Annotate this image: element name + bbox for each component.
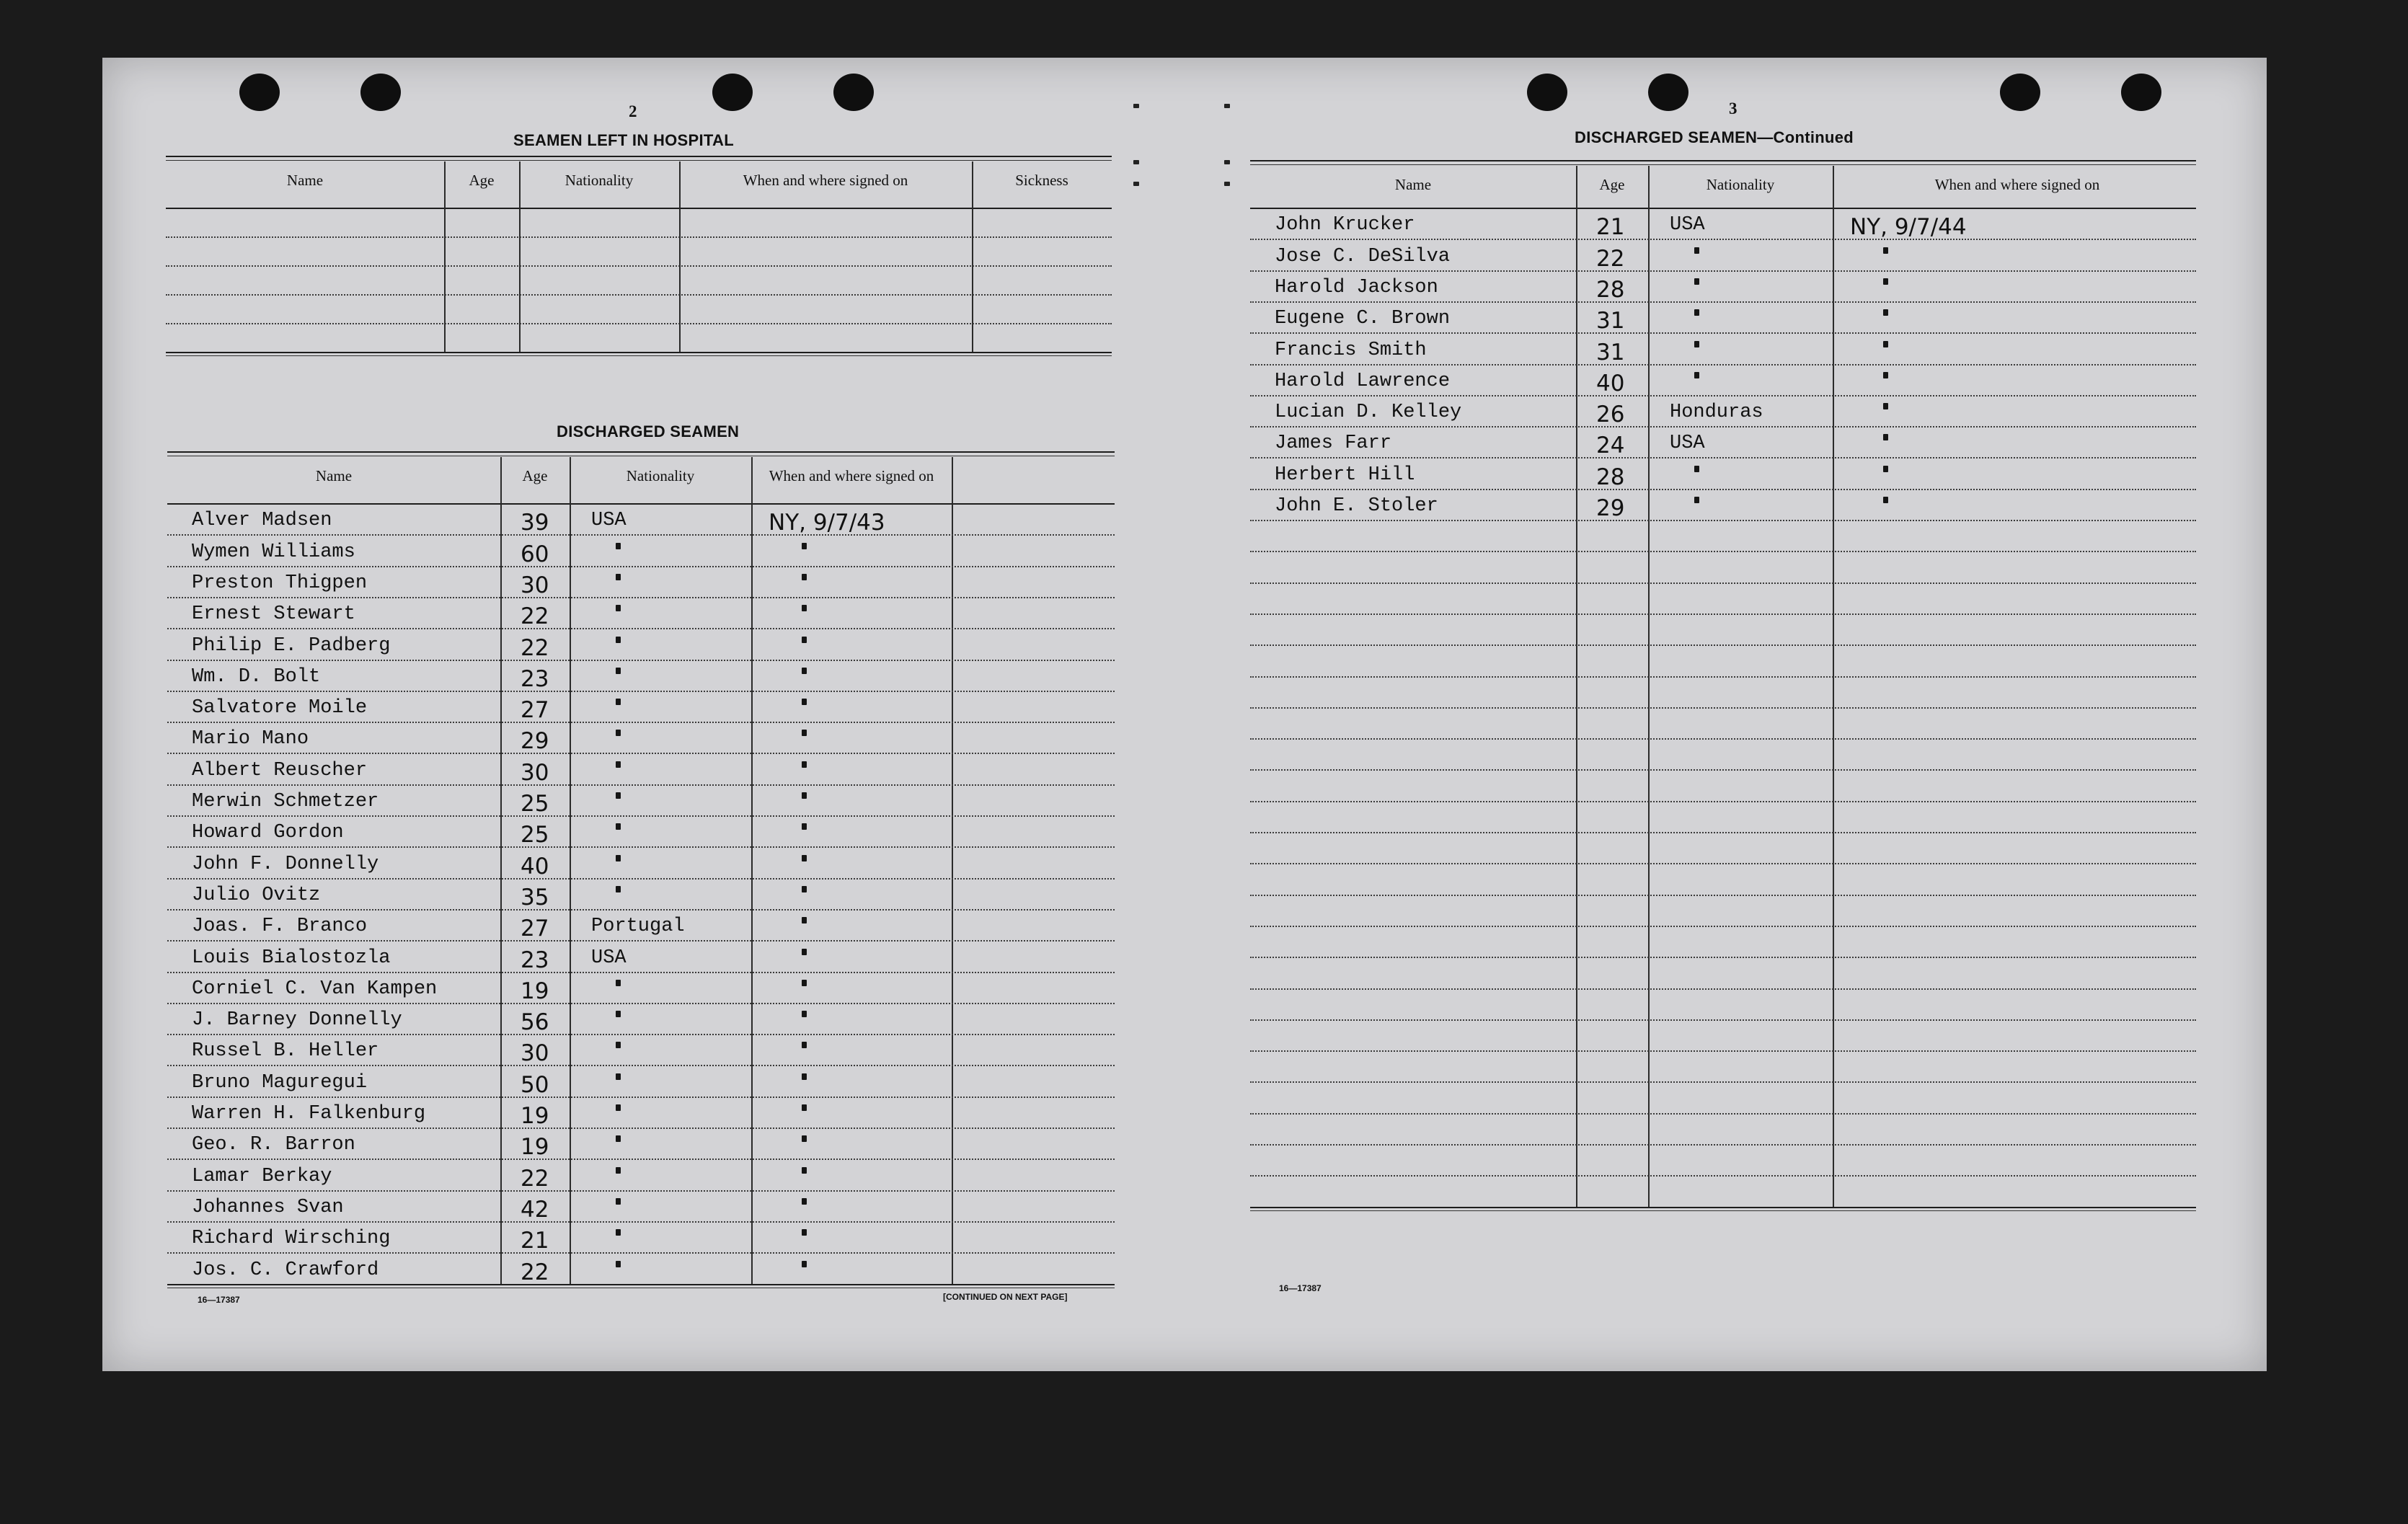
seaman-name: Russel B. Heller (192, 1040, 379, 1063)
row-rule (1250, 395, 2196, 396)
seaman-name: Johannes Svan (192, 1196, 344, 1218)
ditto-mark (1694, 278, 1704, 288)
seaman-name: Warren H. Falkenburg (192, 1103, 426, 1125)
row-rule (1250, 457, 2196, 458)
seaman-age: 26 (1596, 402, 1625, 428)
seaman-name: Corniel C. Van Kampen (192, 978, 438, 1000)
column-header: When and where signed on (743, 172, 908, 189)
ditto-mark (1694, 341, 1704, 351)
seaman-age: 27 (521, 916, 549, 942)
hospital-section-title: SEAMEN LEFT IN HOSPITAL (513, 131, 734, 149)
seaman-name: Joas. F. Branco (192, 916, 368, 938)
column-header: Nationality (1706, 176, 1775, 193)
ditto-tick (1883, 341, 1888, 347)
column-header: Sickness (1015, 172, 1068, 189)
column-header: Nationality (565, 172, 634, 189)
ditto-tick (1883, 434, 1888, 440)
row-rule (1250, 301, 2196, 303)
seaman-name: Herbert Hill (1275, 464, 1415, 486)
seaman-age: 22 (521, 1165, 549, 1192)
ditto-mark (1883, 466, 1893, 476)
seaman-name: Mario Mano (192, 728, 309, 750)
ditto-mark (1883, 497, 1893, 507)
seaman-age: 31 (1596, 339, 1625, 366)
seaman-age: 31 (1596, 308, 1625, 335)
seaman-name: Ernest Stewart (192, 603, 355, 626)
seaman-age: 21 (521, 1228, 549, 1254)
continued-note: [CONTINUED ON NEXT PAGE] (943, 1292, 1068, 1302)
seaman-age: 22 (521, 1259, 549, 1285)
title-main: DISCHARGED SEAMEN (1575, 128, 1758, 146)
seaman-name: Jos. C. Crawford (192, 1259, 379, 1281)
table-top-rule (1250, 160, 2196, 161)
row-rule (1250, 1175, 2196, 1177)
seaman-name: Preston Thigpen (192, 572, 368, 594)
seaman-age: 28 (1596, 464, 1625, 490)
seaman-age: 22 (521, 634, 549, 661)
seaman-age: 39 (521, 510, 549, 536)
column-header: When and where signed on (769, 467, 934, 484)
seaman-nationality: USA (1670, 433, 1705, 455)
ditto-mark (1883, 403, 1893, 413)
seaman-age: 42 (521, 1196, 549, 1223)
row-rule (1250, 1081, 2196, 1083)
page-number: 2 (629, 102, 637, 120)
seaman-age: 21 (1596, 214, 1625, 241)
row-rule (1250, 1019, 2196, 1021)
seaman-age: 30 (521, 759, 549, 786)
seaman-age: 23 (521, 665, 549, 692)
ditto-tick (1883, 403, 1888, 409)
ditto-mark (1694, 247, 1704, 257)
row-rule (1250, 832, 2196, 833)
seaman-name: Bruno Maguregui (192, 1071, 368, 1094)
row-rule (1250, 738, 2196, 740)
ditto-tick (1694, 247, 1699, 254)
row-rule (1250, 863, 2196, 864)
ditto-mark (1694, 309, 1704, 319)
table-bottom-rule (1250, 1207, 2196, 1208)
seaman-name: J. Barney Donnelly (192, 1009, 402, 1032)
seaman-name: John Krucker (1275, 214, 1415, 236)
seaman-nationality: USA (591, 510, 627, 532)
ditto-tick (1694, 278, 1699, 285)
seaman-age: 29 (521, 728, 549, 755)
seaman-age: 28 (1596, 276, 1625, 303)
row-rule (1250, 1144, 2196, 1146)
ditto-tick (1694, 309, 1699, 316)
document-sheet (102, 58, 2267, 1371)
ditto-tick (1883, 247, 1888, 254)
page-number: 3 (1729, 99, 1738, 118)
seaman-name: Jose C. DeSilva (1275, 245, 1451, 267)
seaman-age: 19 (521, 1134, 549, 1161)
ditto-mark (1883, 278, 1893, 288)
seaman-age: 23 (521, 947, 549, 973)
row-rule (1250, 520, 2196, 521)
column-header: Name (1394, 176, 1432, 193)
seaman-name: Salvatore Moile (192, 697, 368, 719)
ditto-mark (1883, 309, 1893, 319)
column-header: Name (315, 467, 353, 484)
ditto-tick (1694, 466, 1699, 472)
seaman-age: 19 (521, 978, 549, 1004)
row-rule (1250, 582, 2196, 584)
seaman-name: Wymen Williams (192, 541, 355, 563)
seaman-name: Richard Wirsching (192, 1228, 391, 1250)
seaman-name: Francis Smith (1275, 339, 1427, 361)
seaman-name: Albert Reuscher (192, 759, 368, 781)
row-rule (1250, 769, 2196, 771)
seaman-name: Harold Jackson (1275, 276, 1438, 298)
seaman-name: Lucian D. Kelley (1275, 402, 1462, 424)
seaman-name: Harold Lawrence (1275, 370, 1451, 392)
row-rule (1250, 895, 2196, 896)
table-top-rule (1250, 164, 2196, 165)
seaman-nationality: USA (1670, 214, 1705, 236)
seaman-name: Julio Ovitz (192, 884, 321, 906)
seaman-name: John F. Donnelly (192, 853, 379, 875)
discharged-continued-title (1575, 128, 1854, 147)
seaman-age: 25 (521, 791, 549, 817)
row-rule (1250, 1113, 2196, 1115)
seaman-name: James Farr (1275, 433, 1392, 455)
ditto-mark (1694, 497, 1704, 507)
ditto-tick (1694, 341, 1699, 347)
signed-on: NY, 9/7/43 (769, 510, 885, 536)
row-rule (1250, 707, 2196, 709)
ditto-tick (1883, 278, 1888, 285)
column-header: Age (522, 467, 548, 484)
seaman-nationality: Portugal (591, 916, 685, 938)
seaman-age: 60 (521, 541, 549, 567)
column-header: Name (286, 172, 324, 189)
seaman-age: 29 (1596, 495, 1625, 521)
seaman-name: Howard Gordon (192, 822, 344, 844)
header-rule (1250, 208, 2196, 209)
seaman-name: Louis Bialostozla (192, 947, 391, 969)
row-rule (1250, 988, 2196, 990)
ditto-tick (1883, 466, 1888, 472)
column-header: When and where signed on (1934, 176, 2100, 193)
row-rule (1250, 957, 2196, 958)
seaman-age: 40 (1596, 370, 1625, 396)
seaman-age: 40 (521, 853, 549, 880)
row-rule (1250, 489, 2196, 490)
row-rule (1250, 801, 2196, 802)
ditto-mark (1883, 341, 1893, 351)
seaman-age: 35 (521, 884, 549, 911)
seaman-nationality: Honduras (1670, 402, 1763, 424)
row-rule (1250, 1050, 2196, 1052)
seaman-age: 25 (521, 822, 549, 849)
table-bottom-rule (1250, 1210, 2196, 1211)
ditto-mark (1694, 466, 1704, 476)
column-header: Age (1599, 176, 1625, 193)
seaman-age: 24 (1596, 433, 1625, 459)
seaman-age: 19 (521, 1103, 549, 1129)
column-header: Nationality (626, 467, 695, 484)
ditto-tick (1883, 497, 1888, 503)
ditto-tick (1694, 372, 1699, 378)
form-number: 16—17387 (198, 1295, 240, 1305)
seaman-age: 27 (521, 697, 549, 724)
seaman-name: Merwin Schmetzer (192, 791, 379, 812)
seaman-nationality: USA (591, 947, 627, 969)
column-header: Age (469, 172, 495, 189)
form-number: 16—17387 (1279, 1283, 1322, 1293)
row-rule (1250, 613, 2196, 615)
row-rule (1250, 926, 2196, 927)
title-suffix: —Continued (1757, 128, 1854, 146)
seaman-age: 30 (521, 1040, 549, 1067)
ditto-mark (1883, 372, 1893, 382)
row-rule (1250, 426, 2196, 427)
seaman-name: Alver Madsen (192, 510, 332, 532)
seaman-name: Wm. D. Bolt (192, 665, 321, 688)
discharged-section-title: DISCHARGED SEAMEN (557, 422, 740, 440)
ditto-mark (1883, 247, 1893, 257)
seaman-age: 50 (521, 1071, 549, 1098)
seaman-name: Philip E. Padberg (192, 634, 391, 657)
row-rule (1250, 676, 2196, 678)
ditto-tick (1694, 497, 1699, 503)
row-rule (1250, 332, 2196, 334)
right-page (102, 58, 2267, 1371)
seaman-name: John E. Stoler (1275, 495, 1438, 517)
ditto-mark (1694, 372, 1704, 382)
seaman-age: 30 (521, 572, 549, 598)
row-rule (1250, 239, 2196, 240)
row-rule (1250, 270, 2196, 272)
row-rule (1250, 364, 2196, 366)
ditto-tick (1883, 309, 1888, 316)
seaman-name: Lamar Berkay (192, 1165, 332, 1187)
seaman-age: 22 (521, 603, 549, 630)
seaman-name: Eugene C. Brown (1275, 308, 1451, 330)
seaman-age: 22 (1596, 245, 1625, 272)
seaman-name: Geo. R. Barron (192, 1134, 355, 1156)
row-rule (1250, 551, 2196, 552)
ditto-tick (1883, 372, 1888, 378)
row-rule (1250, 644, 2196, 646)
signed-on: NY, 9/7/44 (1850, 214, 1967, 241)
ditto-mark (1883, 434, 1893, 444)
seaman-age: 56 (521, 1009, 549, 1036)
